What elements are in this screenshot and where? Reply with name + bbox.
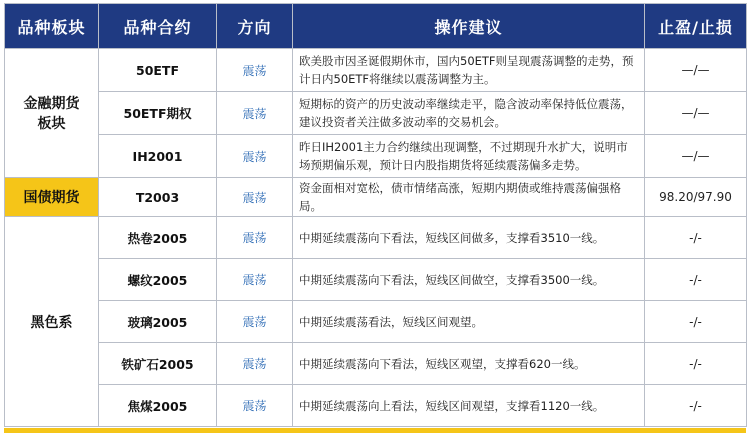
table-row [5, 259, 747, 301]
sector-label: 金融期货 [23, 96, 80, 112]
direction-cell: 震荡 [217, 385, 293, 427]
contract-cell: 焦煤2005 [99, 385, 217, 427]
advice-cell: 欧美股市因圣诞假期休市，国内50ETF则呈现震荡调整的走势，预计日内50ETF将继续以震荡调整为主。 [293, 49, 645, 92]
advice-cell: 中期延续震荡向下看法，短线区间做空，支撑看3500一线。 [293, 259, 645, 301]
stop-cell: -/- [645, 343, 747, 385]
sector-label: 板块 [37, 116, 66, 132]
stop-cell: -/- [645, 301, 747, 343]
header-advice: 操作建议 [293, 4, 645, 49]
table-row [5, 135, 747, 178]
table-row [5, 217, 747, 259]
advice-cell: 中期延续震荡向下看法，短线区观望，支撑看620一线。 [293, 343, 645, 385]
table-row [5, 92, 747, 135]
contract-cell: 热卷2005 [99, 217, 217, 259]
direction-cell: 震荡 [217, 301, 293, 343]
table-row [5, 49, 747, 92]
direction-cell: 震荡 [217, 259, 293, 301]
direction-cell: 震荡 [217, 217, 293, 259]
contract-cell: 铁矿石2005 [99, 343, 217, 385]
header-sector: 品种板块 [5, 4, 99, 49]
contract-cell: 玻璃2005 [99, 301, 217, 343]
stop-cell: —/— [645, 92, 747, 135]
bottom-accent-bar [4, 428, 746, 433]
advice-cell: 短期标的资产的历史波动率继续走平，隐含波动率保持低位震荡，建议投资者关注做多波动率的交易机会。 [293, 92, 645, 135]
header-contract: 品种合约 [99, 4, 217, 49]
sector-cell-ferrous: 黑色系 [5, 217, 99, 427]
advice-cell: 资金面相对宽松，债市情绪高涨，短期内期债或维持震荡偏强格局。 [293, 178, 645, 217]
sector-cell-bond: 国债期货 [5, 178, 99, 217]
sector-cell-finance [5, 49, 99, 178]
stop-cell: -/- [645, 259, 747, 301]
stop-cell: -/- [645, 217, 747, 259]
direction-cell: 震荡 [217, 92, 293, 135]
table-row [5, 385, 747, 427]
direction-cell: 震荡 [217, 343, 293, 385]
advice-cell: 中期延续震荡看法，短线区间观望。 [293, 301, 645, 343]
contract-cell: 螺纹2005 [99, 259, 217, 301]
contract-cell: 50ETF [99, 49, 217, 92]
stop-cell: -/- [645, 385, 747, 427]
header-row [5, 4, 747, 49]
direction-cell: 震荡 [217, 178, 293, 217]
stop-cell: —/— [645, 135, 747, 178]
table-row [5, 178, 747, 217]
header-stop: 止盈/止损 [645, 4, 747, 49]
advice-cell: 昨日IH2001主力合约继续出现调整，不过期现升水扩大，说明市场预期偏乐观，预计日内股指期货将延续震荡偏多走势。 [293, 135, 645, 178]
contract-cell: 50ETF期权 [99, 92, 217, 135]
stop-cell: 98.20/97.90 [645, 178, 747, 217]
stop-cell: —/— [645, 49, 747, 92]
strategy-table [4, 3, 747, 427]
header-direction: 方向 [217, 4, 293, 49]
direction-cell: 震荡 [217, 135, 293, 178]
table-row [5, 301, 747, 343]
advice-cell: 中期延续震荡向上看法，短线区间观望，支撑看1120一线。 [293, 385, 645, 427]
direction-cell: 震荡 [217, 49, 293, 92]
contract-cell: IH2001 [99, 135, 217, 178]
contract-cell: T2003 [99, 178, 217, 217]
advice-cell: 中期延续震荡向下看法，短线区间做多，支撑看3510一线。 [293, 217, 645, 259]
table-row [5, 343, 747, 385]
